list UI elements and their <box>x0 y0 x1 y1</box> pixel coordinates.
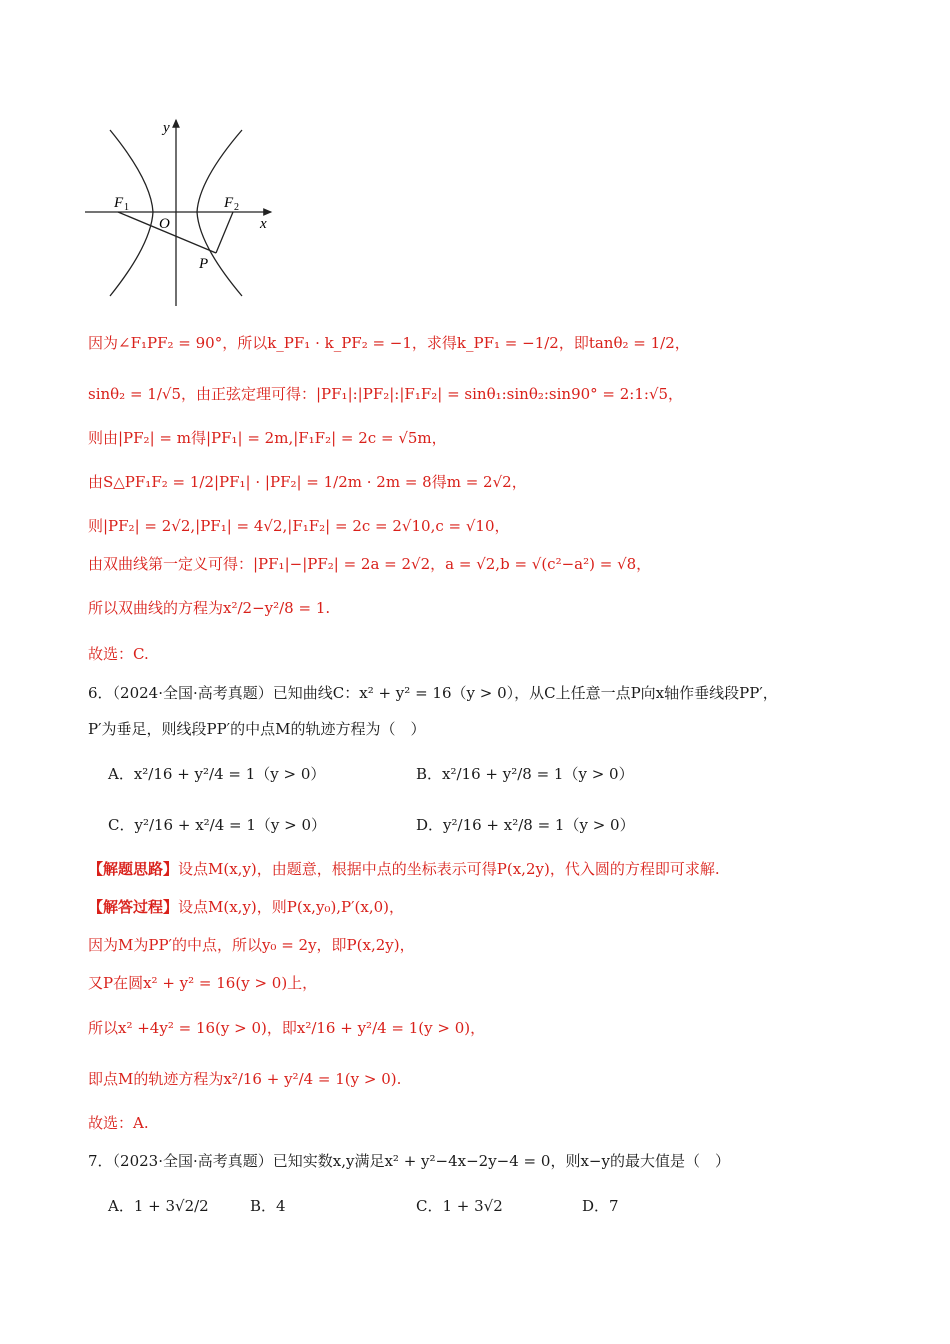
solution5-line7: 所以双曲线的方程为x²/2−y²/8 = 1. <box>88 599 331 617</box>
label-o: O <box>159 216 170 232</box>
q6-option-c: C．y²/16 + x²/4 = 1（y > 0） <box>108 816 327 834</box>
label-f1: F <box>114 195 124 211</box>
q6-idea-tag: 【解题思路】 <box>88 860 179 878</box>
q6-stem-line1: 6．（2024·全国·高考真题）已知曲线C：x² + y² = 16（y > 0），从C上任意一点P向x轴作垂线段PP′， <box>88 684 778 702</box>
label-f1-sub: 1 <box>124 202 129 213</box>
hyperbola-figure <box>85 110 285 310</box>
solution5-line4: 由S△PF₁F₂ = 1/2|PF₁| · |PF₂| = 1/2m · 2m = 8得m = 2√2， <box>88 473 527 491</box>
q6-idea <box>88 858 720 880</box>
q7-stem: 7．（2023·全国·高考真题）已知实数x,y满足x² + y²−4x−2y−4 = 0，则x−y的最大值是（ ） <box>88 1152 730 1170</box>
label-f2-sub: 2 <box>234 202 239 213</box>
q6-step4: 即点M的轨迹方程为x²/16 + y²/4 = 1(y > 0). <box>88 1070 402 1088</box>
left-branch <box>110 130 153 296</box>
hyperbola-diagram <box>85 110 285 310</box>
q6-step1: 因为M为PP′的中点，所以y₀ = 2y，即P(x,2y)， <box>88 936 415 954</box>
q7-option-b: B．4 <box>250 1197 286 1215</box>
label-f2: F <box>224 195 234 211</box>
solution5-line2: sinθ₂ = 1/√5，由正弦定理可得：|PF₁|:|PF₂|:|F₁F₂| = sinθ₁:sinθ₂:sin90° = 2:1:√5， <box>88 385 684 403</box>
solution5-line5: 则|PF₂| = 2√2,|PF₁| = 4√2,|F₁F₂| = 2c = 2√10,c = √10， <box>88 517 510 535</box>
segment-f2-p <box>216 212 233 253</box>
q6-idea-text: 设点M(x,y)，由题意，根据中点的坐标表示可得P(x,2y)，代入圆的方程即可求解. <box>178 860 720 878</box>
q6-process-text: 设点M(x,y)，则P(x,y₀),P′(x,0)， <box>178 898 405 916</box>
q6-process-tag: 【解答过程】 <box>88 898 179 916</box>
label-y: y <box>163 120 170 136</box>
solution5-answer: 故选：C. <box>88 645 149 663</box>
solution5-line3: 则由|PF₂| = m得|PF₁| = 2m,|F₁F₂| = 2c = √5m， <box>88 429 447 447</box>
q6-process <box>88 896 404 918</box>
solution5-line1: 因为∠F₁PF₂ = 90°，所以k_PF₁ · k_PF₂ = −1，求得k_PF₁ = −1/2，即tanθ₂ = 1/2， <box>88 334 690 352</box>
q6-step2: 又P在圆x² + y² = 16(y > 0)上， <box>88 974 318 992</box>
q6-answer: 故选：A. <box>88 1114 149 1132</box>
q6-step3: 所以x² +4y² = 16(y > 0)，即x²/16 + y²/4 = 1(y > 0)， <box>88 1019 486 1037</box>
q6-option-b: B．x²/16 + y²/8 = 1（y > 0） <box>416 765 634 783</box>
q7-option-a: A．1 + 3√2/2 <box>108 1197 209 1215</box>
q7-option-d: D．7 <box>582 1197 619 1215</box>
q6-stem-line2: P′为垂足，则线段PP′的中点M的轨迹方程为（ ） <box>88 720 426 738</box>
q6-option-d: D．y²/16 + x²/8 = 1（y > 0） <box>416 816 635 834</box>
label-p: P <box>199 256 209 272</box>
q7-option-c: C．1 + 3√2 <box>416 1197 503 1215</box>
label-x: x <box>260 216 267 232</box>
q6-option-a: A．x²/16 + y²/4 = 1（y > 0） <box>108 765 326 783</box>
solution5-line6: 由双曲线第一定义可得：|PF₁|−|PF₂| = 2a = 2√2，a = √2,b = √(c²−a²) = √8， <box>88 555 652 573</box>
